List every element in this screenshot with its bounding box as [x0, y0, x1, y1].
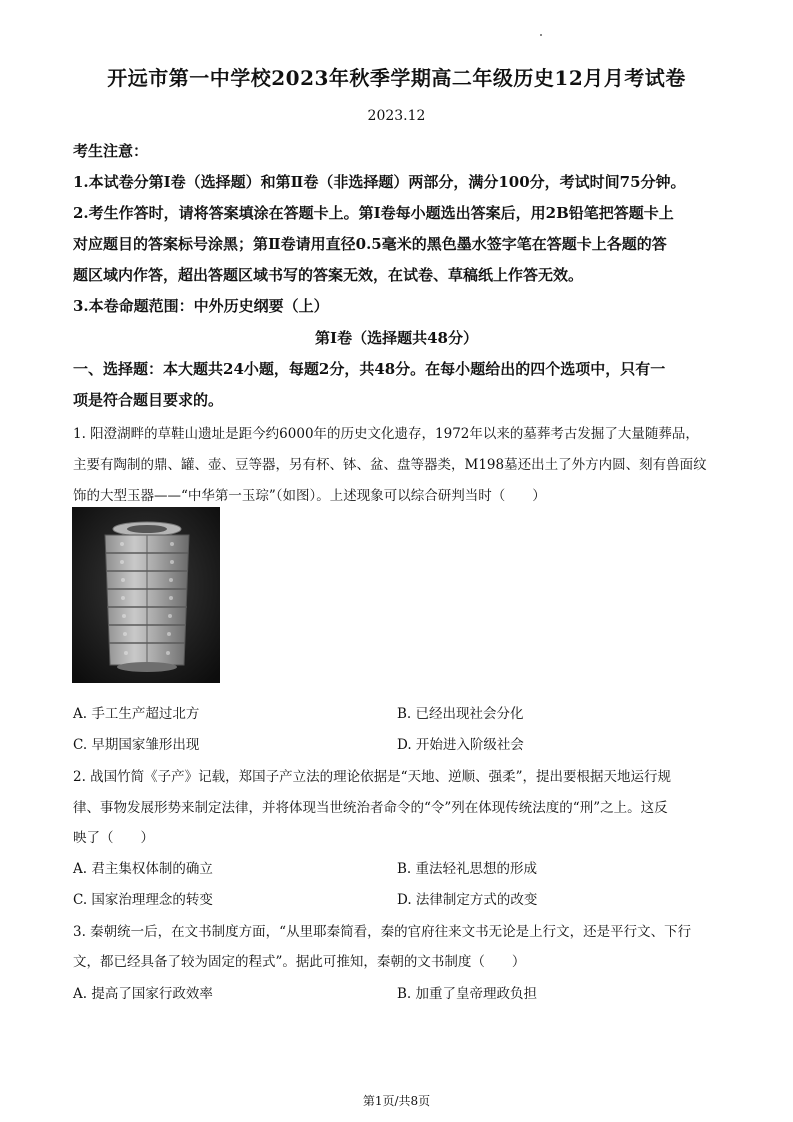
q3-option-a: A. 提高了国家行政效率: [73, 986, 213, 1002]
notice-item-2-line-1: 2.考生作答时，请将答案填涂在答题卡上。第Ⅰ卷每小题选出答案后，用2B铅笔把答题卡上: [73, 204, 674, 222]
section-instruction-line-2: 项是符合题目要求的。: [73, 391, 224, 409]
notice-item-3: 3.本卷命题范围：中外历史纲要（上）: [73, 297, 329, 315]
notice-item-2-line-3: 题区域内作答，超出答题区域书写的答案无效，在试卷、草稿纸上作答无效。: [73, 266, 584, 284]
q2-option-a: A. 君主集权体制的确立: [73, 861, 213, 877]
section-instruction-line-1: 一、选择题：本大题共24小题，每题2分，共48分。在每小题给出的四个选项中，只有一: [73, 360, 666, 378]
q1-option-c: C. 早期国家雏形出现: [73, 737, 200, 753]
exam-date: 2023.12: [367, 108, 426, 124]
q2-option-d: D. 法律制定方式的改变: [397, 892, 538, 908]
question-1-line-1: 1. 阳澄湖畔的草鞋山遗址是距今约6000年的历史文化遗存，1972年以来的墓葬考古发掘了大量随葬品，: [73, 426, 699, 442]
q1-option-a: A. 手工生产超过北方: [73, 706, 200, 722]
q3-option-b: B. 加重了皇帝理政负担: [397, 986, 538, 1002]
page-number: 第1页/共8页: [362, 1094, 431, 1108]
q1-option-d: D. 开始进入阶级社会: [397, 737, 524, 753]
question-1-line-2: 主要有陶制的鼎、罐、壶、豆等器，另有杯、钵、盆、盘等器类，M198墓还出土了外方内圆、刻有兽面纹: [73, 457, 707, 473]
notice-item-2-line-2: 对应题目的答案标号涂黑；第Ⅱ卷请用直径0.5毫米的黑色墨水签字笔在答题卡上各题的答: [73, 235, 667, 253]
question-3-line-1: 3. 秦朝统一后，在文书制度方面，“从里耶秦简看，秦的官府往来文书无论是上行文，还是平行文、下行: [73, 924, 692, 940]
question-1-line-3: 饰的大型玉器——“中华第一玉琮”（如图）。上述现象可以综合研判当时（ ）: [73, 488, 546, 504]
exam-title: 开远市第一中学校2023年秋季学期高二年级历史12月月考试卷: [107, 66, 686, 90]
q2-option-c: C. 国家治理理念的转变: [73, 892, 213, 908]
volume-title: 第Ⅰ卷（选择题共48分）: [315, 329, 478, 347]
q2-option-b: B. 重法轻礼思想的形成: [397, 861, 538, 877]
question-2-line-1: 2. 战国竹简《子产》记载，郑国子产立法的理论依据是“天地、逆顺、强柔”，提出要根据天地运行规: [73, 769, 671, 785]
question-2-line-2: 律、事物发展形势来制定法律，并将体现当世统治者命令的“令”列在体现传统法度的“刑”之上。这反: [73, 800, 668, 816]
jade-cong-photo: [72, 507, 220, 683]
question-2-line-3: 映了（ ）: [73, 830, 154, 846]
notice-heading: 考生注意：: [73, 142, 149, 160]
notice-item-1: 1.本试卷分第Ⅰ卷（选择题）和第Ⅱ卷（非选择题）两部分，满分100分，考试时间75分钟。: [73, 173, 686, 191]
question-3-line-2: 文，都已经具备了较为固定的程式”。据此可推知，秦朝的文书制度（ ）: [73, 954, 526, 970]
scan-speck: [540, 34, 542, 36]
q1-option-b: B. 已经出现社会分化: [397, 706, 524, 722]
